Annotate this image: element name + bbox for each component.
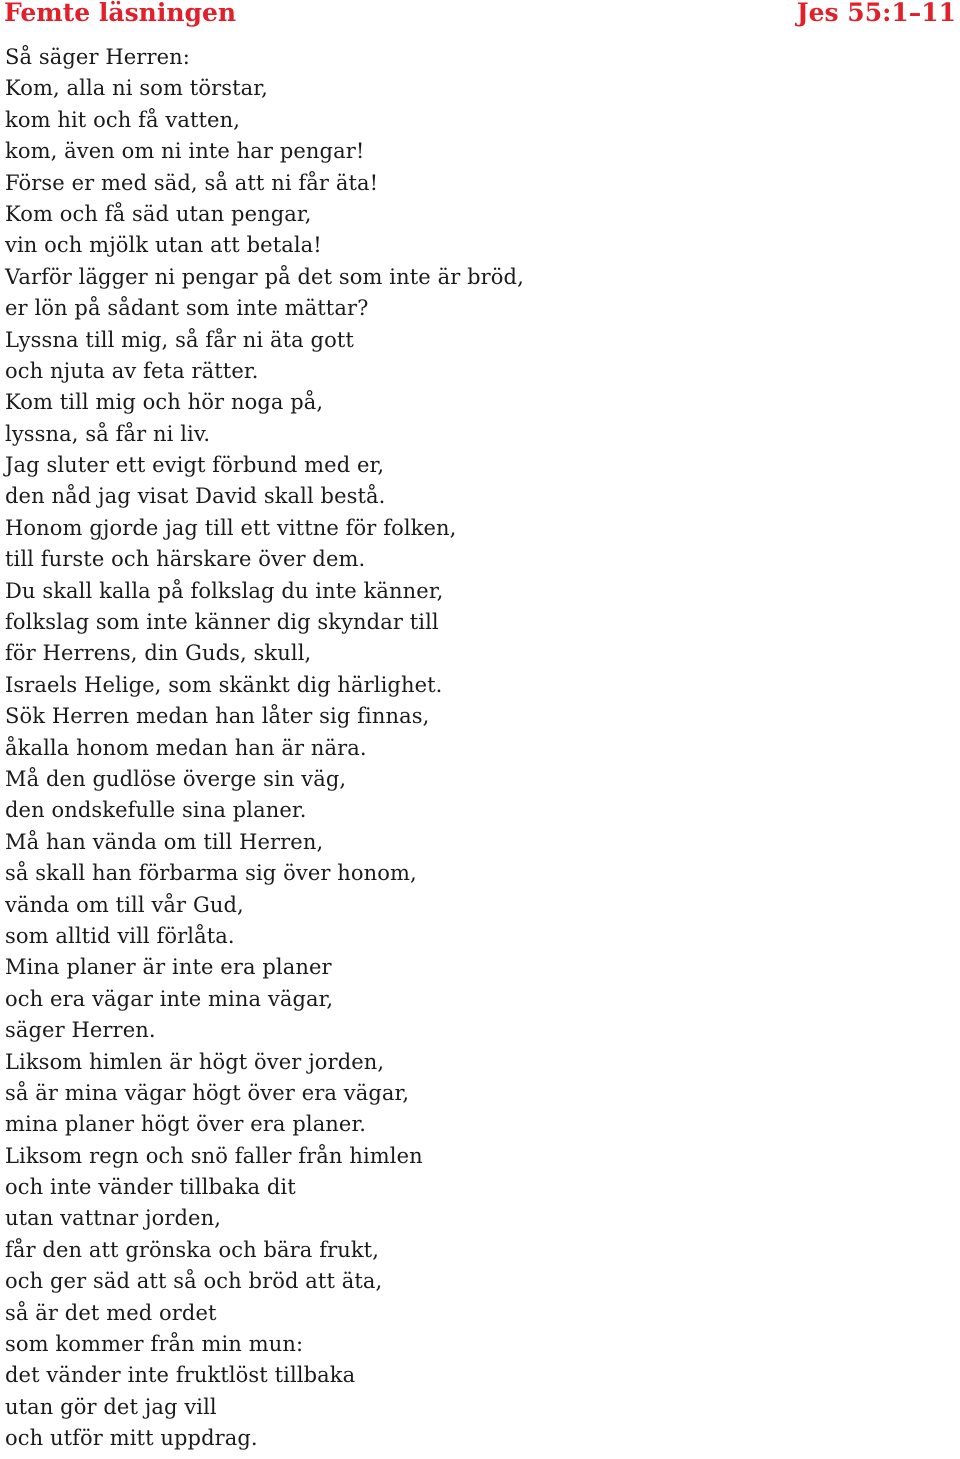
- text-line: vända om till vår Gud,: [5, 892, 244, 917]
- reading-title: Femte läsningen: [4, 0, 237, 27]
- text-line: utan vattnar jorden,: [5, 1206, 221, 1231]
- text-line: och inte vänder tillbaka dit: [5, 1175, 296, 1200]
- text-line: Israels Helige, som skänkt dig härlighet.: [5, 672, 443, 697]
- reading-text: [5, 42, 524, 1455]
- text-line: för Herrens, din Guds, skull,: [5, 641, 312, 666]
- text-line: Må den gudlöse överge sin väg,: [5, 766, 347, 791]
- text-line: Må han vända om till Herren,: [5, 829, 324, 854]
- text-line: så är mina vägar högt över era vägar,: [5, 1080, 410, 1105]
- text-line: till furste och härskare över dem.: [5, 547, 366, 572]
- text-line: så skall han förbarma sig över honom,: [5, 861, 417, 886]
- text-line: får den att grönska och bära frukt,: [5, 1237, 379, 1262]
- text-line: Du skall kalla på folkslag du inte känner,: [5, 578, 444, 603]
- text-line: Liksom himlen är högt över jorden,: [5, 1049, 385, 1074]
- text-line: och utför mitt uppdrag.: [5, 1426, 258, 1451]
- reading-header: [4, 0, 956, 28]
- text-line: vin och mjölk utan att betala!: [5, 233, 322, 258]
- text-line: Jag sluter ett evigt förbund med er,: [5, 453, 385, 478]
- text-line: Lyssna till mig, så får ni äta gott: [5, 327, 354, 352]
- scripture-reference: Jes 55:1–11: [796, 0, 956, 27]
- text-line: och njuta av feta rätter.: [5, 358, 259, 383]
- text-line: kom hit och få vatten,: [5, 107, 240, 132]
- text-line: åkalla honom medan han är nära.: [5, 735, 367, 760]
- text-line: så är det med ordet: [5, 1300, 217, 1325]
- text-line: folkslag som inte känner dig skyndar till: [5, 610, 439, 635]
- text-line: och era vägar inte mina vägar,: [5, 986, 334, 1011]
- text-line: mina planer högt över era planer.: [5, 1112, 367, 1137]
- text-line: och ger säd att så och bröd att äta,: [5, 1269, 383, 1294]
- text-line: Förse er med säd, så att ni får äta!: [5, 170, 379, 195]
- text-line: Liksom regn och snö faller från himlen: [5, 1143, 423, 1168]
- text-line: den ondskefulle sina planer.: [5, 798, 307, 823]
- text-line: som alltid vill förlåta.: [5, 923, 235, 948]
- text-line: Kom, alla ni som törstar,: [5, 76, 268, 101]
- text-line: Mina planer är inte era planer: [5, 955, 332, 980]
- text-line: säger Herren.: [5, 1018, 156, 1043]
- text-line: den nåd jag visat David skall bestå.: [5, 484, 386, 509]
- text-line: kom, även om ni inte har pengar!: [5, 139, 365, 164]
- text-line: lyssna, så får ni liv.: [5, 421, 211, 446]
- text-line: Kom till mig och hör noga på,: [5, 390, 324, 415]
- text-line: Kom och få säd utan pengar,: [5, 201, 312, 226]
- text-line: det vänder inte fruktlöst tillbaka: [5, 1363, 356, 1388]
- text-line: utan gör det jag vill: [5, 1394, 217, 1419]
- text-line: er lön på sådant som inte mättar?: [5, 296, 369, 321]
- text-line: Sök Herren medan han låter sig finnas,: [5, 704, 430, 729]
- text-line: Så säger Herren:: [5, 45, 190, 69]
- text-line: som kommer från min mun:: [5, 1332, 304, 1357]
- text-line: Honom gjorde jag till ett vittne för folken,: [5, 515, 457, 540]
- text-line: Varför lägger ni pengar på det som inte är bröd,: [5, 264, 524, 289]
